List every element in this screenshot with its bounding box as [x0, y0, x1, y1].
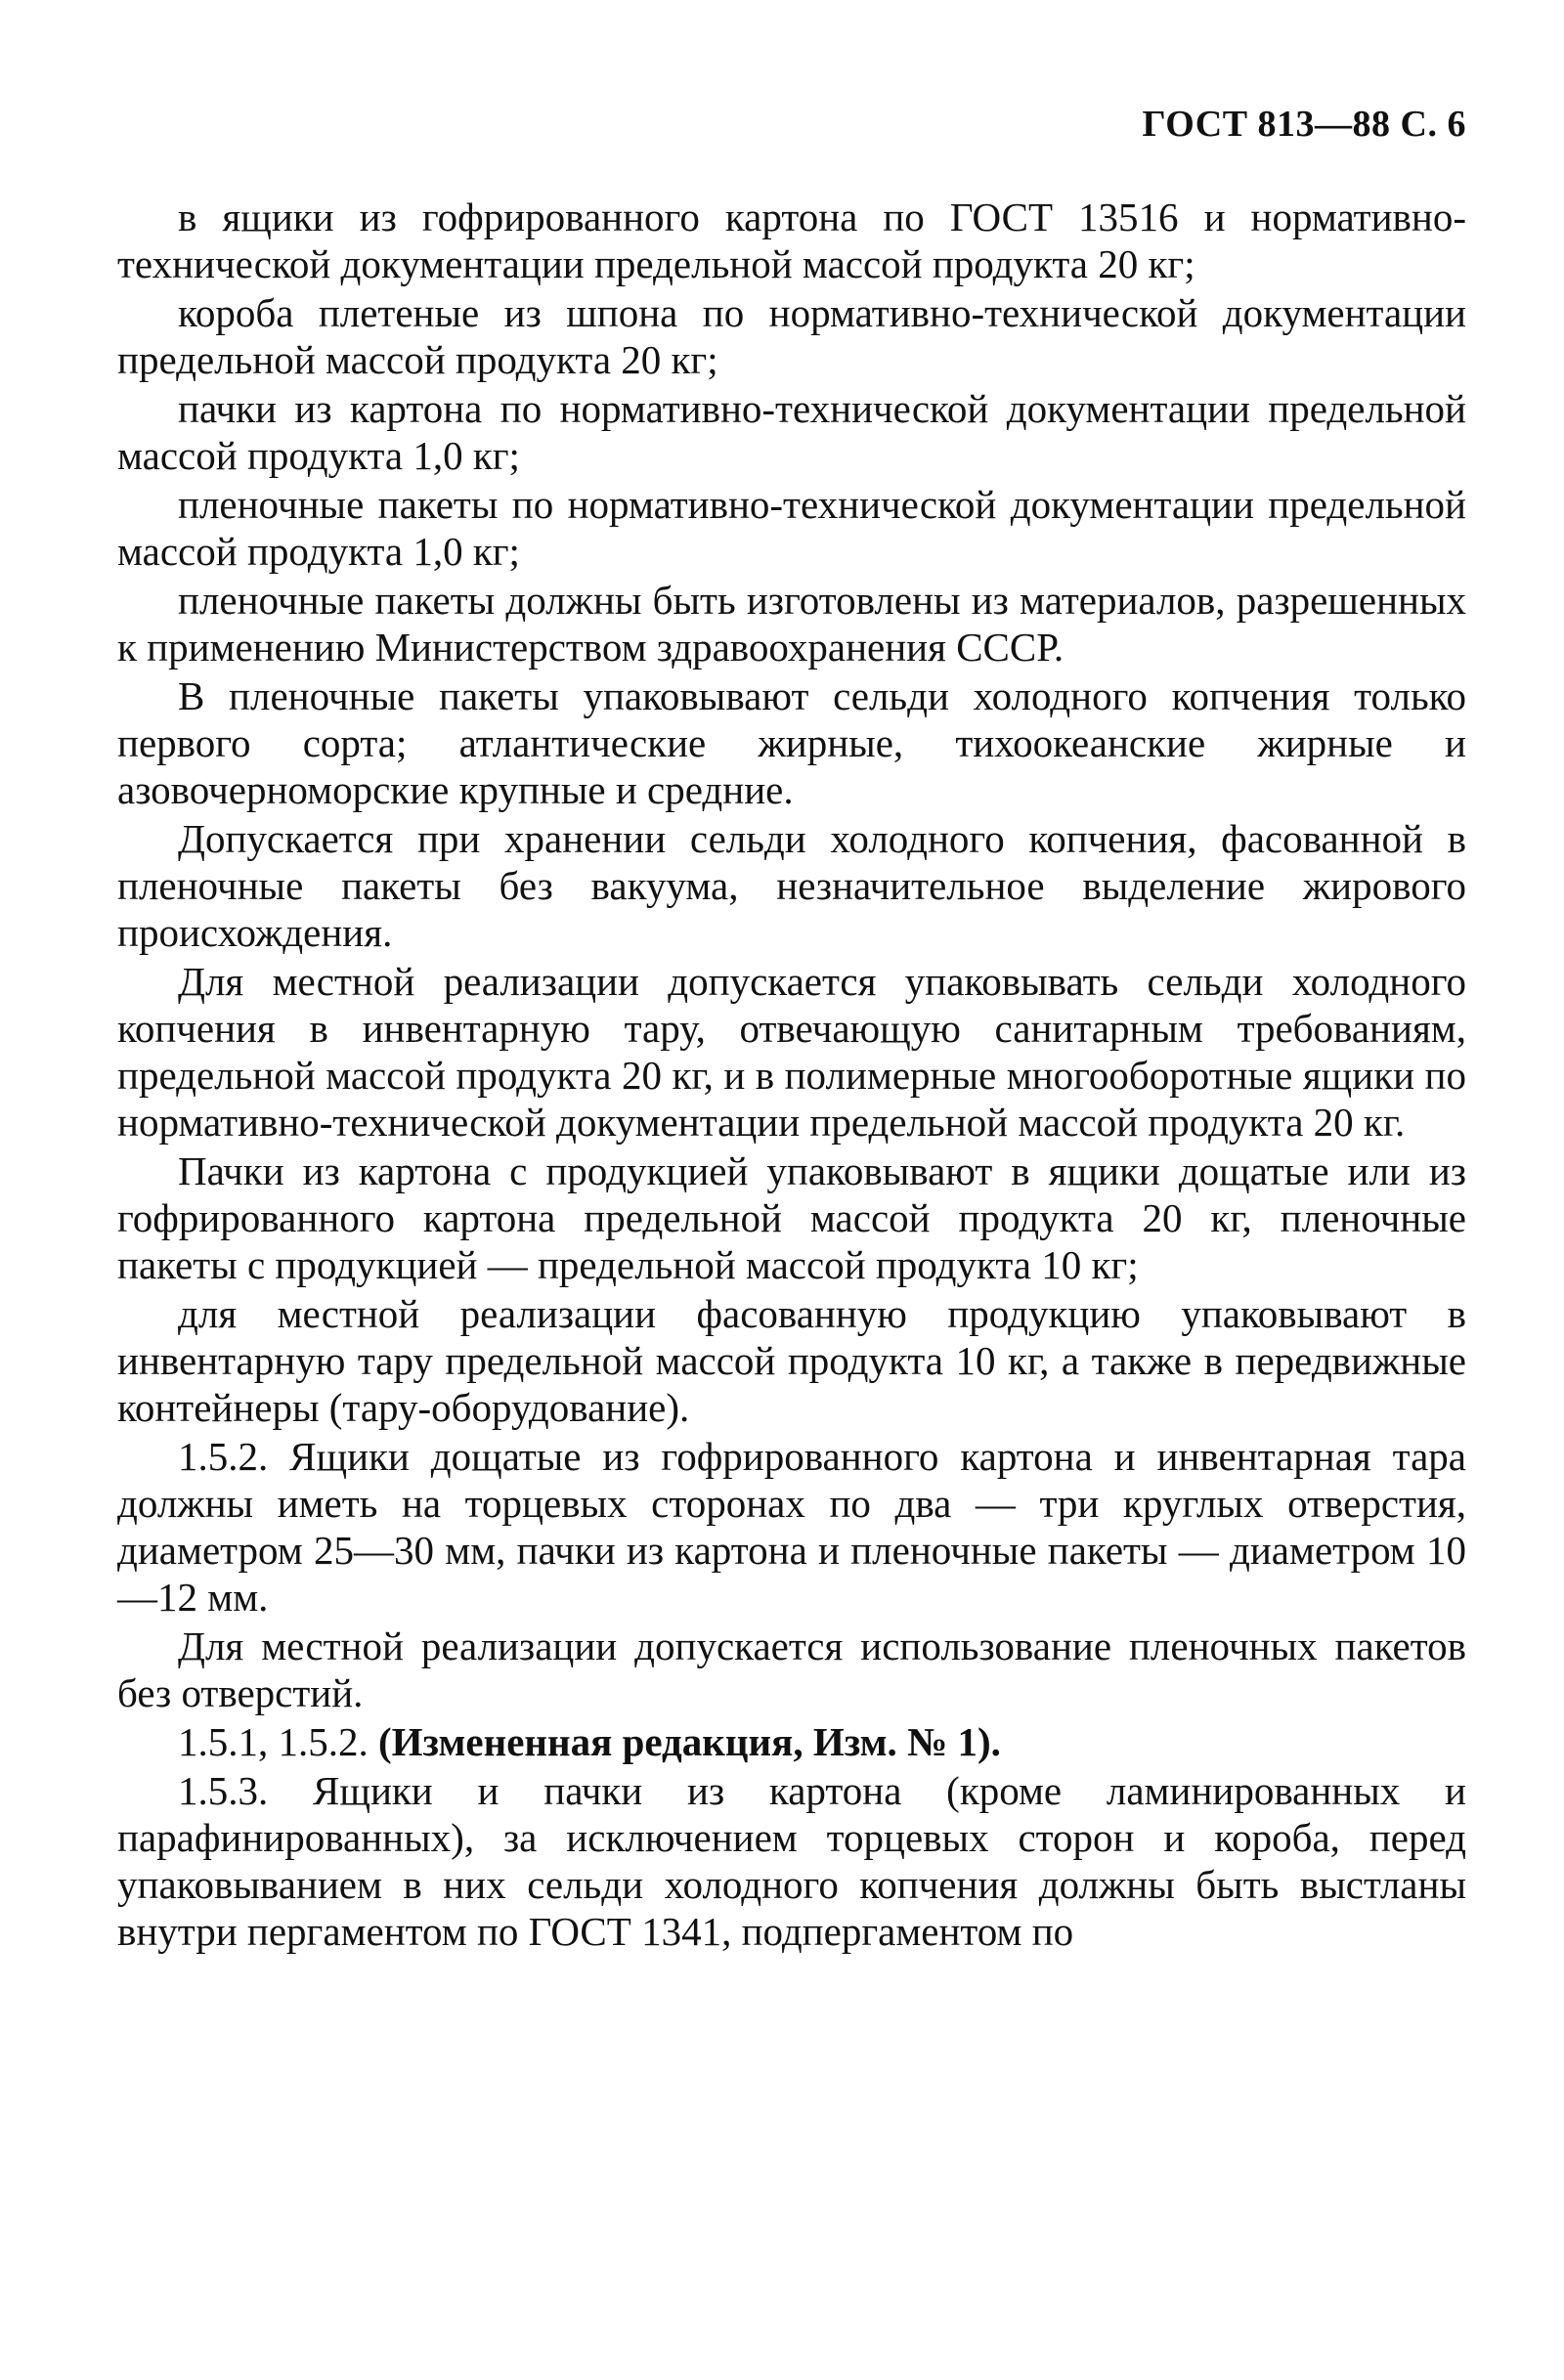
page-header: ГОСТ 813—88 С. 6 — [1142, 104, 1466, 145]
paragraph: 1.5.3. Ящики и пачки из картона (кроме ламинированных и парафинированных), за исключением торцевых сторон и короба, перед упаковыванием в них сельди холодного копчения должны быть выстланы внутри пергаментом по ГОСТ 1341, подпергаментом по — [117, 1768, 1466, 1954]
amendment-prefix: 1.5.1, 1.5.2. — [178, 1719, 378, 1764]
document-body — [117, 194, 1466, 1957]
paragraph: Для местной реализации допускается использование пленочных пакетов без отверстий. — [117, 1623, 1466, 1715]
paragraph: Допускается при хранении сельди холодного копчения, фасованной в пленочные пакеты без вакуума, незначительное выделение жирового происхождения. — [117, 816, 1466, 955]
amendment-bold-text: (Измененная редакция, Изм. № 1). — [378, 1719, 1001, 1764]
paragraph: Для местной реализации допускается упаковывать сельди холодного копчения в инвентарную тару, отвечающую санитарным требованиям, предельной массой продукта 20 кг, и в полимерные многооборотные ящики по нормативно-технической документации предельной массой продукта 20 кг. — [117, 959, 1466, 1145]
paragraph: короба плетеные из шпона по нормативно-технической документации предельной массой продукта 20 кг; — [117, 290, 1466, 382]
paragraph: пачки из картона по нормативно-технической документации предельной массой продукта 1,0 кг; — [117, 386, 1466, 478]
paragraph: 1.5.2. Ящики дощатые из гофрированного картона и инвентарная тара должны иметь на торцевых сторонах по два — три круглых отверстия, диаметром 25—30 мм, пачки из картона и пленочные пакеты — диаметром 10—12 мм. — [117, 1434, 1466, 1620]
paragraph: пленочные пакеты должны быть изготовлены из материалов, разрешенных к применению Министерством здравоохранения СССР. — [117, 578, 1466, 670]
paragraph: в ящики из гофрированного картона по ГОСТ 13516 и нормативно-технической документации предельной массой продукта 20 кг; — [117, 195, 1466, 286]
paragraph: для местной реализации фасованную продукцию упаковывают в инвентарную тару предельной массой продукта 10 кг, а также в передвижные контейнеры (тару-оборудование). — [117, 1291, 1466, 1430]
paragraph: пленочные пакеты по нормативно-технической документации предельной массой продукта 1,0 кг; — [117, 482, 1466, 574]
paragraph: В пленочные пакеты упаковывают сельди холодного копчения только первого сорта; атлантические жирные, тихоокеанские жирные и азовочерноморские крупные и средние. — [117, 673, 1466, 812]
amendment-note — [117, 1718, 1466, 1765]
paragraph: Пачки из картона с продукцией упаковывают в ящики дощатые или из гофрированного картона предельной массой продукта 20 кг, пленочные пакеты с продукцией — предельной массой продукта 10 кг; — [117, 1148, 1466, 1287]
